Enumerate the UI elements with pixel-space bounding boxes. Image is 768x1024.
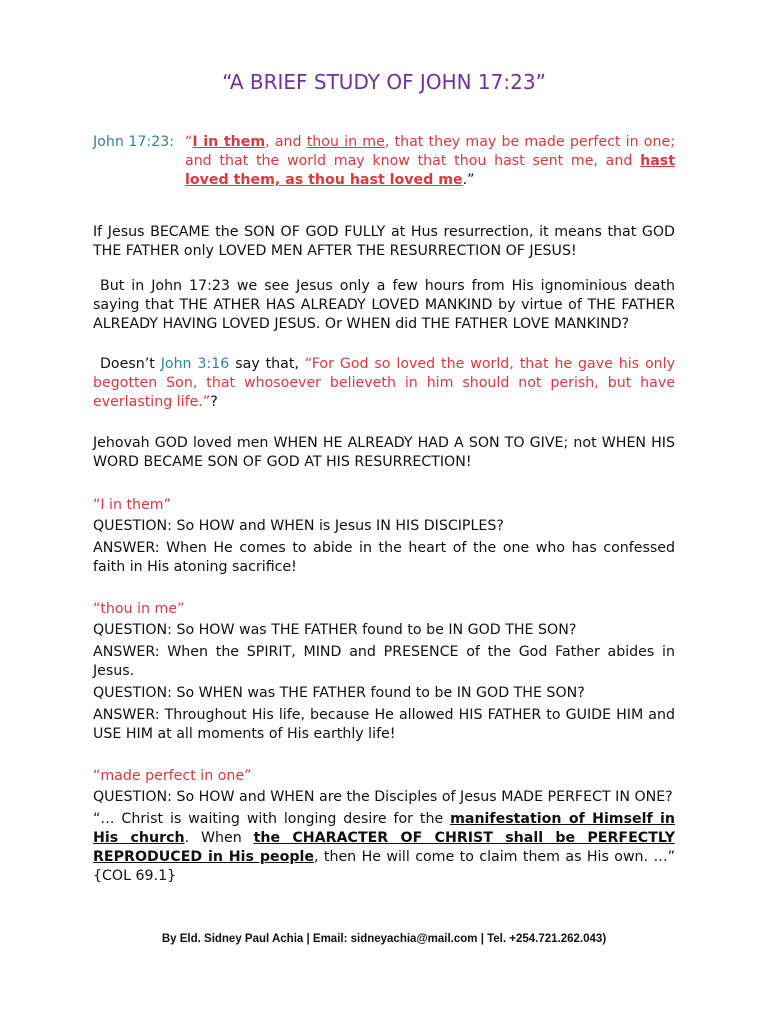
verse-emph-3: hast loved them, as thou hast loved me: [185, 153, 675, 188]
page-title: “A BRIEF STUDY OF JOHN 17:23”: [222, 70, 546, 94]
p3-text-b: say that,: [229, 356, 305, 372]
quote-emph: the CHARACTER OF CHRIST shall be PERFECTLY REPRODUCED in His people: [93, 830, 675, 865]
verse-reference: John 17:23:: [93, 134, 175, 150]
p3-reference: John 3:16: [160, 356, 230, 372]
quote-text: “… Christ is waiting with longing desire for the: [93, 811, 451, 827]
p3-text-c: ?: [210, 394, 218, 410]
quote: [93, 810, 675, 886]
quote-text: , then He will come to claim them as His own. …” {COL 69.1}: [93, 849, 675, 884]
paragraph-4: Jehovah GOD loved men WHEN HE ALREADY HAD A SON TO GIVE; not WHEN HIS WORD BECAME SON OF GOD AT HIS RESURRECTION!: [93, 435, 675, 470]
question: QUESTION: So WHEN was THE FATHER found to be IN GOD THE SON?: [93, 685, 585, 701]
section-heading: “thou in me”: [93, 601, 185, 617]
footer-byline: By Eld. Sidney Paul Achia | Email: sidneyachia@mail.com | Tel. +254.721.262.043): [161, 933, 607, 945]
section-i-in-them: [93, 496, 675, 580]
section-heading: “made perfect in one”: [93, 768, 252, 784]
section-made-perfect: [93, 767, 675, 889]
verse-text: [185, 133, 675, 190]
question: QUESTION: So HOW and WHEN are the Disciples of Jesus MADE PERFECT IN ONE?: [93, 789, 673, 805]
paragraph-3: [93, 355, 675, 412]
section-thou-in-me: [93, 600, 675, 747]
question: QUESTION: So HOW and WHEN is Jesus IN HIS DISCIPLES?: [93, 518, 504, 534]
answer: ANSWER: When the SPIRIT, MIND and PRESENCE of the God Father abides in Jesus.: [93, 644, 675, 679]
quote-open: “: [185, 134, 193, 150]
verse-emph-1: I in them: [192, 134, 266, 150]
section-heading: “I in them”: [93, 497, 171, 513]
question: QUESTION: So HOW was THE FATHER found to be IN GOD THE SON?: [93, 622, 577, 638]
p3-quote: “For God so loved the world, that he gave his only begotten Son, that whosoever believeth in him should not perish, but have everlasting life.”: [93, 356, 676, 410]
paragraph-1: If Jesus BECAME the SON OF GOD FULLY at Hus resurrection, it means that GOD THE FATHER only LOVED MEN AFTER THE RESURRECTION OF JESUS!: [93, 224, 675, 259]
verse-text-4: , that they may be made perfect in one; and that the world may know that thou hast sent me, and: [185, 134, 675, 169]
quote-emph: manifestation of Himself in His church: [93, 811, 675, 846]
verse-emph-2: thou in me: [306, 134, 385, 150]
p3-text-a: Doesn’t: [100, 356, 161, 372]
quote-text: . When: [184, 830, 254, 846]
verse-text-2: , and: [265, 134, 307, 150]
verse-text-6: .”: [462, 172, 475, 188]
paragraph-2: But in John 17:23 we see Jesus only a few hours from His ignominious death saying that THE ATHER HAS ALREADY LOVED MANKIND by virtue of THE FATHER ALREADY HAVING LOVED JESUS. Or WHEN did THE FATHER LOVE MANKIND?: [93, 278, 675, 332]
verse-block: [93, 133, 675, 190]
answer: ANSWER: Throughout His life, because He allowed HIS FATHER to GUIDE HIM and USE HIM at all moments of His earthly life!: [93, 707, 675, 742]
answer: ANSWER: When He comes to abide in the heart of the one who has confessed faith in His atoning sacrifice!: [93, 540, 675, 575]
